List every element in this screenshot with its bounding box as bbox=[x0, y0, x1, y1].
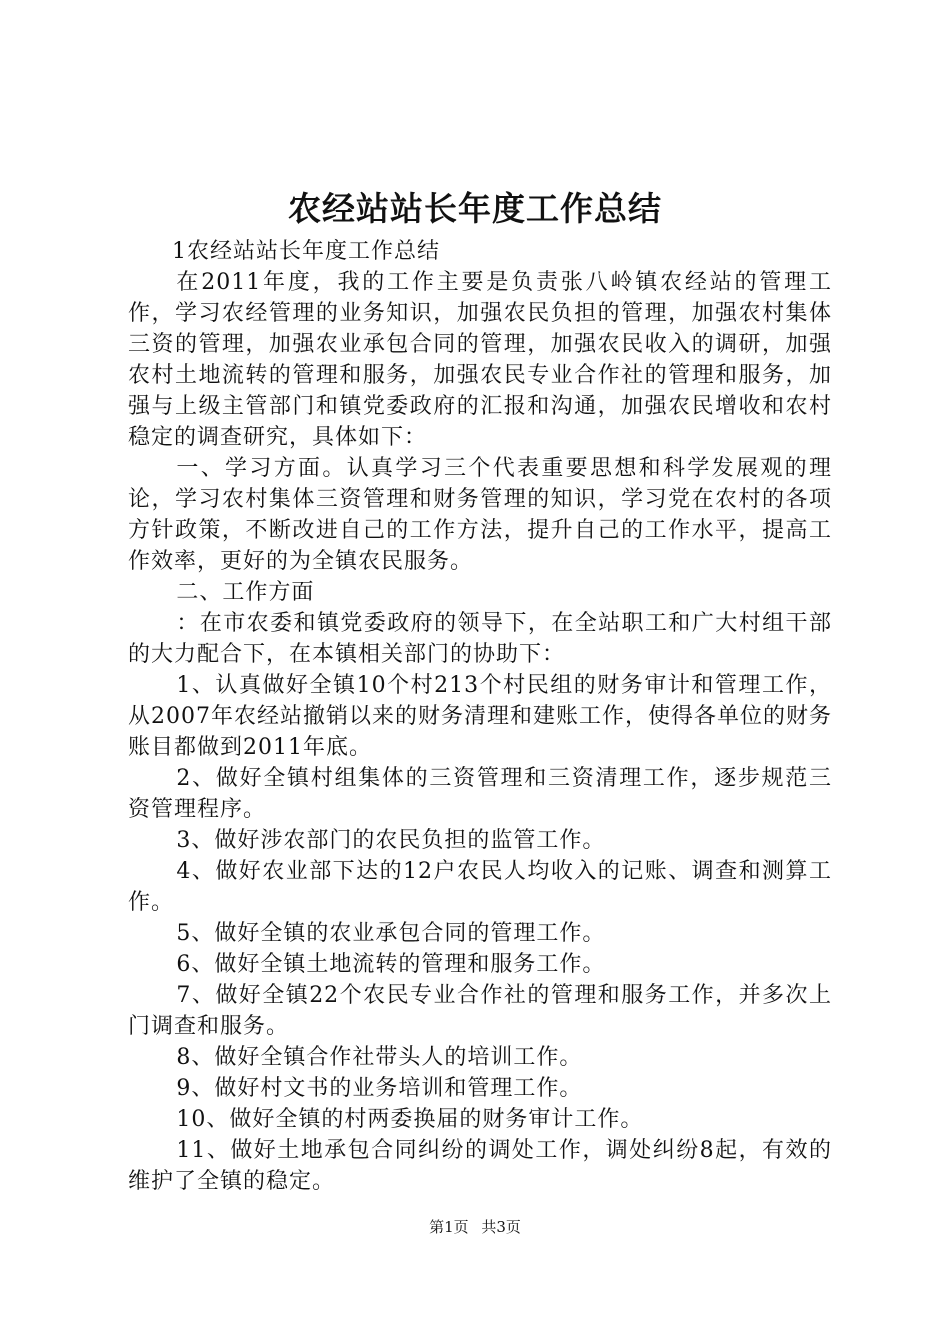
paragraph-study: 一、学习方面。认真学习三个代表重要思想和科学发展观的理论，学习农村集体三资管理和财务管理的知识，学习党在农村的各项方针政策，不断改进自己的工作方法，提升自己的工作水平，提高工作效率，更好的为全镇农民服务。 bbox=[128, 456, 832, 574]
page-number: 第1页 bbox=[429, 1218, 469, 1236]
paragraph-item-5: 5、做好全镇的农业承包合同的管理工作。 bbox=[176, 921, 606, 946]
paragraph-item-3: 3、做好涉农部门的农民负担的监管工作。 bbox=[176, 828, 606, 853]
paragraph-item-8: 8、做好全镇合作社带头人的培训工作。 bbox=[176, 1045, 583, 1070]
document-body bbox=[128, 236, 832, 1197]
paragraph-item-10: 10、做好全镇的村两委换届的财务审计工作。 bbox=[176, 1107, 644, 1132]
paragraph-subtitle: 1农经站站长年度工作总结 bbox=[172, 239, 440, 264]
paragraph-item-4: 4、做好农业部下达的12户农民人均收入的记账、调查和测算工作。 bbox=[128, 859, 832, 915]
document-title: 农经站站长年度工作总结 bbox=[288, 189, 662, 228]
paragraph-item-11: 11、做好土地承包合同纠纷的调处工作，调处纠纷8起，有效的维护了全镇的稳定。 bbox=[128, 1138, 832, 1194]
paragraph-item-2: 2、做好全镇村组集体的三资管理和三资清理工作，逐步规范三资管理程序。 bbox=[128, 766, 832, 822]
paragraph-intro: 在2011年度，我的工作主要是负责张八岭镇农经站的管理工作，学习农经管理的业务知识，加强农民负担的管理，加强农村集体三资的管理，加强农业承包合同的管理，加强农民收入的调研，加强农村土地流转的管理和服务，加强农民专业合作社的管理和服务，加强与上级主管部门和镇党委政府的汇报和沟通，加强农民增收和农村稳定的调查研究，具体如下： bbox=[128, 270, 832, 450]
paragraph-item-9: 9、做好村文书的业务培训和管理工作。 bbox=[176, 1076, 583, 1101]
page-footer bbox=[0, 1217, 950, 1237]
page-total: 共3页 bbox=[481, 1218, 521, 1236]
paragraph-item-6: 6、做好全镇土地流转的管理和服务工作。 bbox=[176, 952, 606, 977]
paragraph-work-intro: ：在市农委和镇党委政府的领导下，在全站职工和广大村组干部的大力配合下，在本镇相关部门的协助下： bbox=[128, 611, 832, 667]
paragraph-work-heading: 二、工作方面 bbox=[176, 580, 315, 605]
paragraph-item-7: 7、做好全镇22个农民专业合作社的管理和服务工作，并多次上门调查和服务。 bbox=[128, 983, 832, 1039]
paragraph-item-1: 1、认真做好全镇10个村213个村民组的财务审计和管理工作，从2007年农经站撤销以来的财务清理和建账工作，使得各单位的财务账目都做到2011年底。 bbox=[128, 673, 832, 760]
